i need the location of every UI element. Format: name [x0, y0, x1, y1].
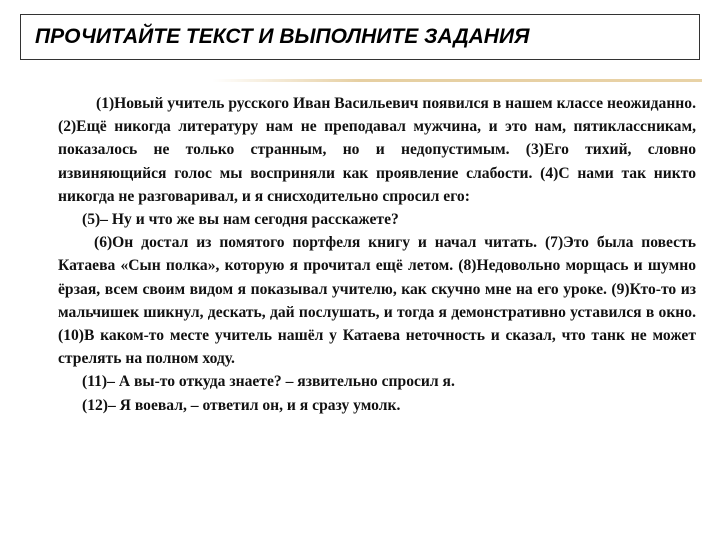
paragraph-4: (11)– А вы-то откуда знаете? – язвительно спросил я.: [82, 373, 455, 391]
paragraph-2: (5)– Ну и что же вы нам сегодня расскажете?: [82, 211, 399, 229]
reading-text: [58, 92, 696, 417]
title-box: [20, 14, 700, 60]
paragraph-5: (12)– Я воевал, – ответил он, и я сразу умолк.: [82, 396, 401, 414]
paragraph-3: (6)Он достал из помятого портфеля книгу и начал читать. (7)Это была повесть Катаева «Сын полка», которую я прочитал ещё летом. (8)Недовольно морщась и шумно ёрзая, всем своим видом я показывал учителю, как скучно мне на его уроке. (9)Кто-то из мальчишек шикнул, дескать, дай послушать, и тогда я демонстративно уставился в окно. (10)В каком-то месте учитель нашёл у Катаева неточность и сказал, что танк не может стрелять на полном ходу.: [58, 234, 696, 368]
paragraph-1: (1)Новый учитель русского Иван Васильевич появился в нашем классе неожиданно. (2)Ещё никогда литературу нам не преподавал мужчина, и это нам, пятиклассникам, показалось не только странным, но и недопустимым. (3)Его тихий, словно извиняющийся голос мы восприняли как проявление слабости. (4)С нами так никто никогда не разговаривал, и я снисходительно спросил его:: [58, 95, 696, 205]
decorative-divider: [212, 79, 702, 82]
page-title: ПРОЧИТАЙТЕ ТЕКСТ И ВЫПОЛНИТЕ ЗАДАНИЯ: [35, 25, 530, 48]
